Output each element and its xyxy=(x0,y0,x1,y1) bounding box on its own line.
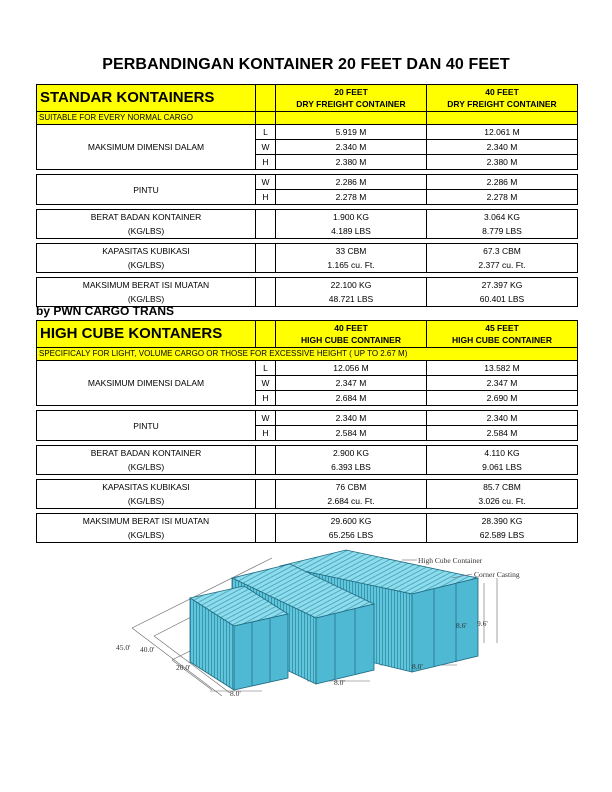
dim-label: 9.6' xyxy=(477,619,488,628)
label-corner-casting: Corner Casting xyxy=(474,570,520,579)
table-cell: 76 CBM 2.684 cu. Ft. xyxy=(276,480,427,509)
table-cell: 2.900 KG 6.393 LBS xyxy=(276,446,427,475)
column-header-40ft-hc: 40 FEET HIGH CUBE CONTAINER xyxy=(276,321,427,348)
dim-label: 8.0' xyxy=(334,678,345,687)
table-cell: 2.584 M xyxy=(427,426,578,441)
row-label-tare: BERAT BADAN KONTAINER (KG/LBS) xyxy=(37,210,256,239)
column-header-40ft: 40 FEET DRY FREIGHT CONTAINER xyxy=(427,85,578,112)
table-row xyxy=(37,278,578,307)
section-note: SUITABLE FOR EVERY NORMAL CARGO xyxy=(37,112,256,125)
table-row xyxy=(37,244,578,273)
table-cell: 2.380 M xyxy=(427,155,578,170)
table-cell: 2.286 M xyxy=(427,175,578,190)
table-cell: 29.600 KG 65.256 LBS xyxy=(276,514,427,543)
unit-h: H xyxy=(256,190,276,205)
unit-w: W xyxy=(256,140,276,155)
column-header-20ft: 20 FEET DRY FREIGHT CONTAINER xyxy=(276,85,427,112)
table-row xyxy=(37,361,578,376)
row-label-payload: MAKSIMUM BERAT ISI MUATAN (KG/LBS) xyxy=(37,514,256,543)
dim-label: 40.0' xyxy=(140,645,155,654)
unit-h: H xyxy=(256,391,276,406)
table-cell: 27.397 KG 60.401 LBS xyxy=(427,278,578,307)
byline: by PWN CARGO TRANS xyxy=(36,304,174,318)
table-cell: 2.278 M xyxy=(427,190,578,205)
table-row xyxy=(37,125,578,140)
table-cell: 4.110 KG 9.061 LBS xyxy=(427,446,578,475)
row-label-door: PINTU xyxy=(37,175,256,205)
label-high-cube-container: High Cube Container xyxy=(418,556,483,565)
note-row xyxy=(37,112,578,125)
table-cell: 33 CBM 1.165 cu. Ft. xyxy=(276,244,427,273)
row-label-dimensions: MAKSIMUM DIMENSI DALAM xyxy=(37,125,256,170)
row-label-door: PINTU xyxy=(37,411,256,441)
table-cell: 22.100 KG 48.721 LBS xyxy=(276,278,427,307)
container-diagram xyxy=(112,548,542,716)
dim-label: 45.0' xyxy=(116,643,131,652)
section-note: SPECIFICALY FOR LIGHT, VOLUME CARGO OR THOSE FOR EXCESSIVE HEIGHT ( UP TO 2.67 M) xyxy=(37,348,578,361)
table-row xyxy=(37,446,578,475)
table-header-row xyxy=(37,85,578,112)
table-row xyxy=(37,210,578,239)
unit-w: W xyxy=(256,376,276,391)
table-cell: 13.582 M xyxy=(427,361,578,376)
table-header-row xyxy=(37,321,578,348)
dim-label: 20.0' xyxy=(176,663,191,672)
row-label-capacity: KAPASITAS KUBIKASI (KG/LBS) xyxy=(37,480,256,509)
table-row xyxy=(37,480,578,509)
unit-w: W xyxy=(256,175,276,190)
table-cell: 28.390 KG 62.589 LBS xyxy=(427,514,578,543)
dim-label: 8.0' xyxy=(412,662,423,671)
table-cell: 2.340 M xyxy=(427,140,578,155)
table-cell: 2.286 M xyxy=(276,175,427,190)
unit-w: W xyxy=(256,411,276,426)
table-cell: 2.690 M xyxy=(427,391,578,406)
table-cell: 5.919 M xyxy=(276,125,427,140)
dim-label: 8.0' xyxy=(230,689,241,698)
table-cell: 2.278 M xyxy=(276,190,427,205)
table-row xyxy=(37,175,578,190)
table-cell: 85.7 CBM 3.026 cu. Ft. xyxy=(427,480,578,509)
table-cell: 2.584 M xyxy=(276,426,427,441)
dim-label: 8.6' xyxy=(456,621,467,630)
table-cell: 2.340 M xyxy=(276,411,427,426)
table-cell: 2.347 M xyxy=(427,376,578,391)
page-title: PERBANDINGAN KONTAINER 20 FEET DAN 40 FEET xyxy=(102,56,510,73)
table-row xyxy=(37,514,578,543)
table-cell: 2.347 M xyxy=(276,376,427,391)
high-cube-containers-table xyxy=(36,320,578,543)
table-cell: 3.064 KG 8.779 LBS xyxy=(427,210,578,239)
table-cell: 1.900 KG 4.189 LBS xyxy=(276,210,427,239)
row-label-capacity: KAPASITAS KUBIKASI (KG/LBS) xyxy=(37,244,256,273)
row-label-tare: BERAT BADAN KONTAINER (KG/LBS) xyxy=(37,446,256,475)
table-cell: 67.3 CBM 2.377 cu. Ft. xyxy=(427,244,578,273)
table-cell: 2.340 M xyxy=(276,140,427,155)
table-cell: 12.061 M xyxy=(427,125,578,140)
note-row xyxy=(37,348,578,361)
table-cell: 2.380 M xyxy=(276,155,427,170)
table-row xyxy=(37,411,578,426)
row-label-dimensions: MAKSIMUM DIMENSI DALAM xyxy=(37,361,256,406)
unit-h: H xyxy=(256,155,276,170)
column-header-45ft-hc: 45 FEET HIGH CUBE CONTAINER xyxy=(427,321,578,348)
standard-containers-table xyxy=(36,84,578,307)
table-cell: 12.056 M xyxy=(276,361,427,376)
unit-l: L xyxy=(256,361,276,376)
section-heading: HIGH CUBE KONTANERS xyxy=(37,321,256,348)
row-label-payload: MAKSIMUM BERAT ISI MUATAN (KG/LBS) xyxy=(37,278,256,307)
table-cell: 2.684 M xyxy=(276,391,427,406)
section-heading: STANDAR KONTAINERS xyxy=(37,85,256,112)
unit-h: H xyxy=(256,426,276,441)
unit-l: L xyxy=(256,125,276,140)
table-cell: 2.340 M xyxy=(427,411,578,426)
